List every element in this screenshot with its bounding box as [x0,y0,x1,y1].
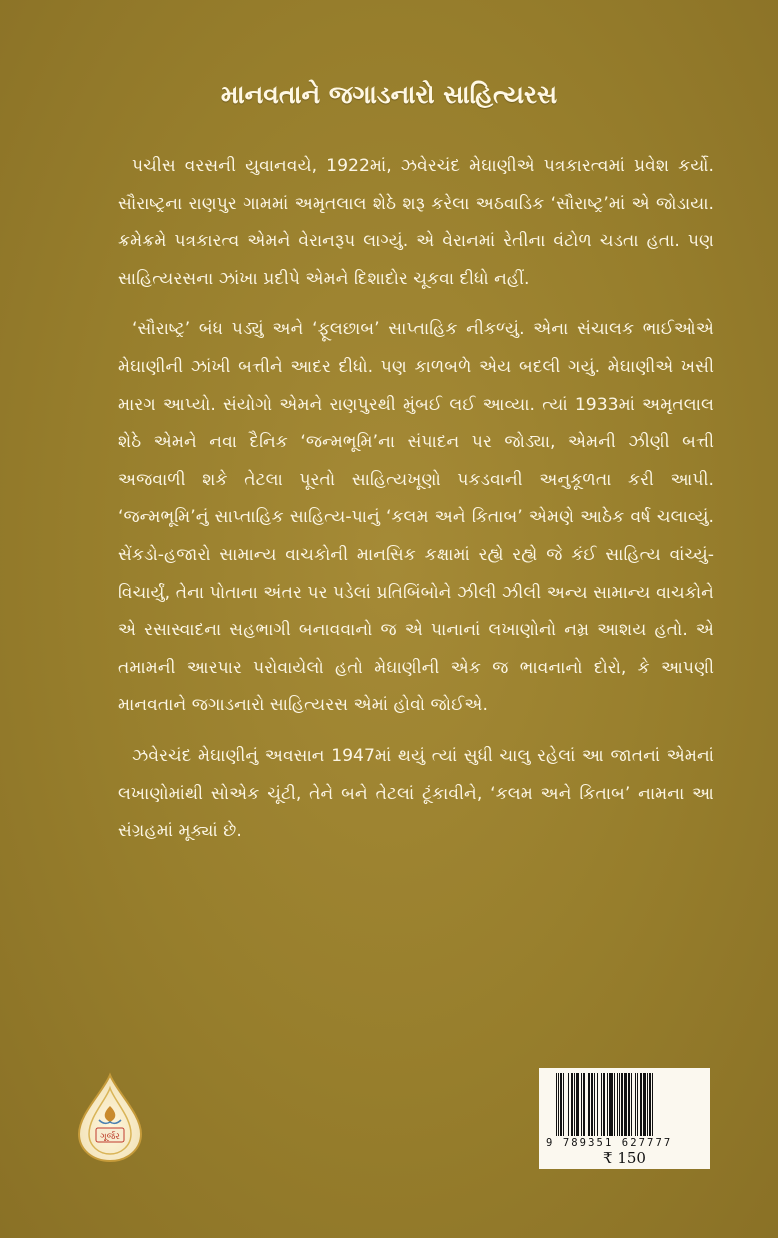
publisher-logo-icon [73,1072,147,1164]
blurb-paragraph-3: ઝવેરચંદ મેઘાણીનું અવસાન 1947માં થયું ત્યાં સુધી ચાલુ રહેલાં આ જાતનાં એમનાં લખાણોમાંથી સોએક ચૂંટી, તેને બને તેટલાં ટૂંકાવીને, ‘કલમ અને કિતાબ’ નામના આ સંગ્રહમાં મૂક્યાં છે. [118,745,714,842]
barcode-label [539,1068,710,1169]
price-label: ₹ 150 [603,1149,646,1167]
blurb-text [118,148,714,864]
cover-heading: માનવતાને જગાડનારો સાહિત્યરસ [220,80,558,109]
logo-label: ગૂર્જર [100,1132,120,1142]
blurb-paragraph-2: ‘સૌરાષ્ટ્ર’ બંધ પડ્યું અને ‘ફૂલછાબ’ સાપ્તાહિક નીકળ્યું. એના સંચાલક ભાઈઓએ મેઘાણીની ઝાંખી બત્તીને આદર દીધો. પણ કાળબળે એય બદલી ગયું. મેઘાણીએ ખસી મારગ આપ્યો. સંયોગો એમને રાણપુરથી મુંબઈ લઈ આવ્યા. ત્યાં 1933માં અમૃતલાલ શેઠે એમને નવા દૈનિક ‘જન્મભૂમિ’ના સંપાદન પર જોડ્યા, એમની ઝીણી બત્તી અજવાળી શકે તેટલા પૂરતો સાહિત્યખૂણો પકડવાની અનુકૂળતા કરી આપી. ‘જન્મભૂમિ’નું સાપ્તાહિક સાહિત્ય-પાનું ‘કલમ અને કિતાબ’ એમણે આઠેક વર્ષ ચલાવ્યું. સેંકડો-હજારો સામાન્ય વાચકોની માનસિક કક્ષામાં રહ્યે રહ્યે જે કંઈ સાહિત્ય વાંચ્યું-વિચાર્યું, તેના પોતાના અંતર પર પડેલાં પ્રતિબિંબોને ઝીલી ઝીલી અન્ય સામાન્ય વાચકોને એ રસાસ્વાદના સહભાગી બનાવવાનો જ એ પાનાનાં લખાણોનો નમ્ર આશય હતો. એ તમામની આરપાર પરોવાયેલો હતો મેઘાણીની એક જ ભાવનાનો દોરો, કે આપણી માનવતાને જગાડનારો સાહિત્યરસ એમાં હોવો જોઈએ. [118,319,714,716]
barcode-icon [556,1073,697,1136]
isbn-number: 9 789351 627777 [546,1137,673,1149]
blurb-paragraph-1: પચીસ વરસની યુવાનવયે, 1922માં, ઝવેરચંદ મેઘાણીએ પત્રકારત્વમાં પ્રવેશ કર્યો. સૌરાષ્ટ્રના રાણપુર ગામમાં અમૃતલાલ શેઠે શરૂ કરેલા અઠવાડિક ‘સૌરાષ્ટ્ર’માં એ જોડાયા. ક્રમેક્રમે પત્રકારત્વ એમને વેરાનરૂપ લાગ્યું. એ વેરાનમાં રેતીના વંટોળ ચડતા હતા. પણ સાહિત્યરસના ઝાંખા પ્રદીપે એમને દિશાદોર ચૂકવા દીધો નહીં. [118,156,714,289]
